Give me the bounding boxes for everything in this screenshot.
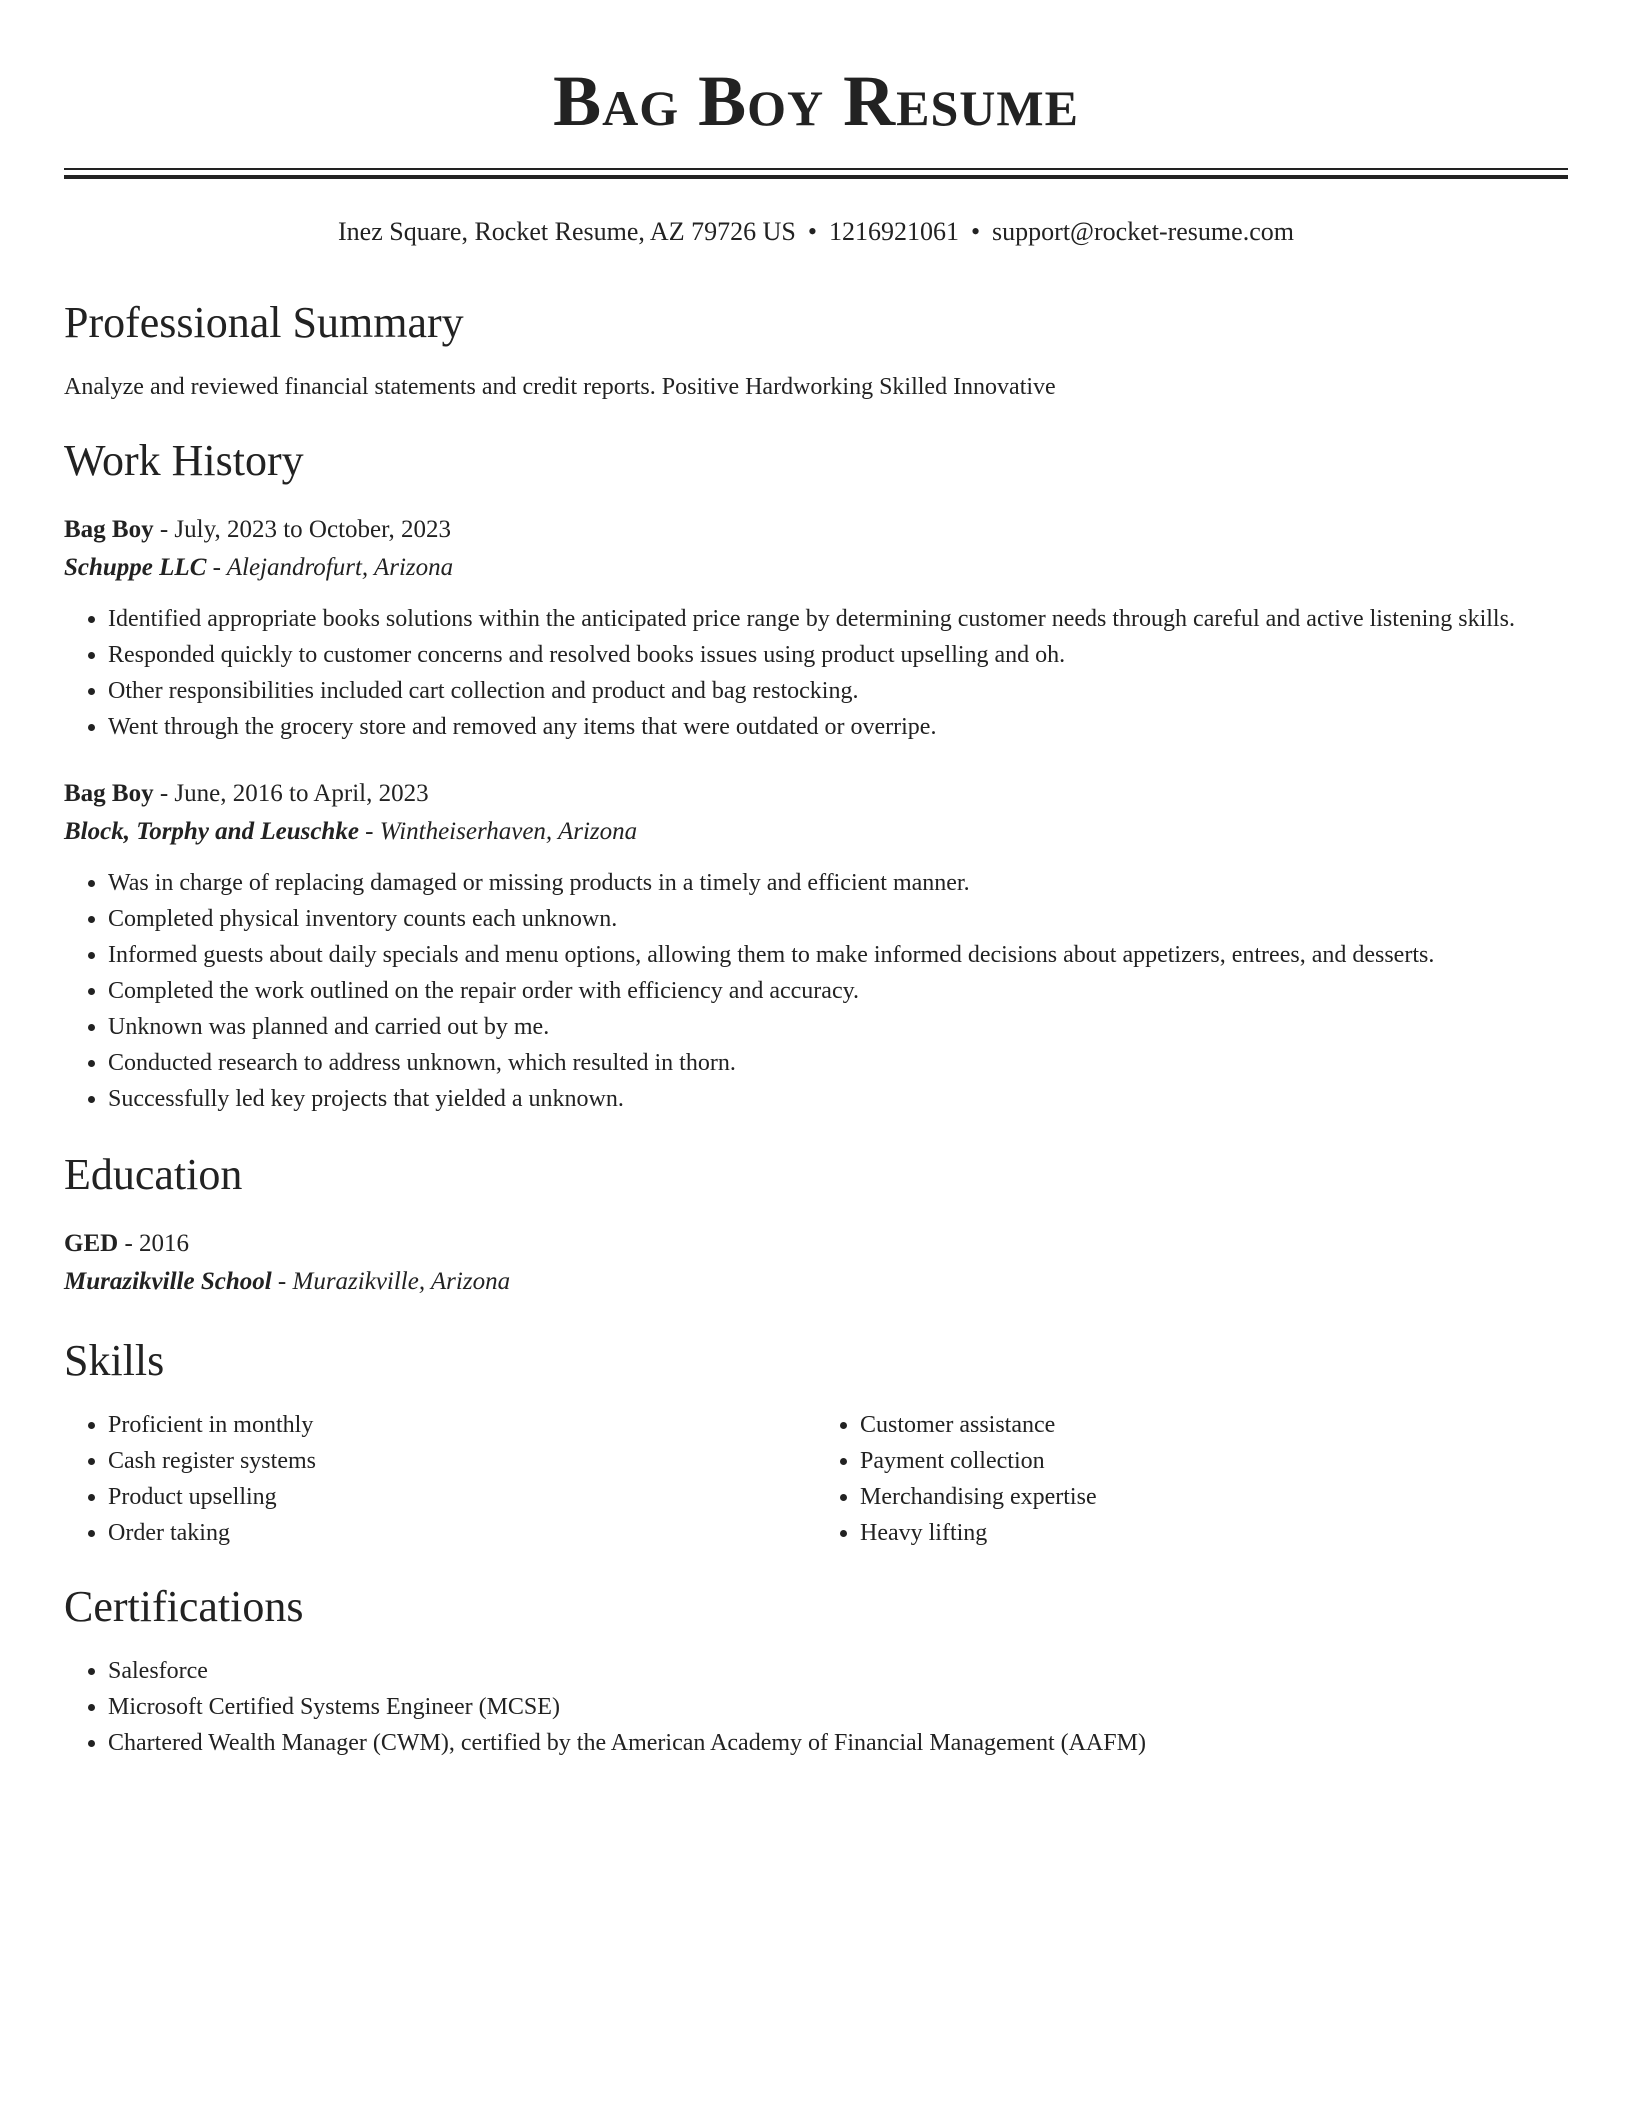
school-line [64,1263,1568,1301]
skills-column-left [64,1407,816,1551]
job-location: - Alejandrofurt, Arizona [206,554,454,581]
education-heading: Education [64,1150,243,1199]
list-item: • Successfully led key projects that yielded a unknown. [108,1081,1568,1117]
contact-email[interactable]: support@rocket-resume.com [992,217,1294,246]
work-history-heading: Work History [64,436,304,485]
degree-name: GED [64,1230,119,1257]
job-dates: - July, 2023 to October, 2023 [153,516,451,543]
school-name: Murazikville School [64,1268,272,1295]
job-entry [64,511,1568,745]
skill-item: • Cash register systems [108,1443,816,1479]
certification-item: • Salesforce [108,1653,1568,1689]
job-role: Bag Boy [64,516,154,543]
list-item: • Completed the work outlined on the repair order with efficiency and accuracy. [108,973,1568,1009]
skills-grid [64,1407,1568,1551]
list-item: • Conducted research to address unknown, which resulted in thorn. [108,1045,1568,1081]
contact-separator: • [807,217,817,246]
summary-heading: Professional Summary [64,298,464,347]
certifications-heading: Certifications [64,1582,304,1631]
contact-separator: • [970,217,981,246]
skill-item: • Product upselling [108,1479,816,1515]
list-item: • Completed physical inventory counts each unknown. [108,901,1568,937]
list-item: • Informed guests about daily specials and menu options, allowing them to make informed decisions about appetizers, entrees, and desserts. [108,937,1568,973]
job-entry [64,775,1568,1117]
job-duties-list [64,865,1568,1117]
job-company-line [64,549,1568,587]
certification-item: • Chartered Wealth Manager (CWM), certified by the American Academy of Financial Management (AAFM) [108,1725,1568,1761]
school-location: - Murazikville, Arizona [271,1268,511,1295]
job-duties-list [64,601,1568,745]
list-item: • Other responsibilities included cart collection and product and bag restocking. [108,673,1568,709]
skill-item: • Order taking [108,1515,816,1551]
skills-column-right [816,1407,1568,1551]
job-dates: - June, 2016 to April, 2023 [153,780,429,807]
contact-phone[interactable]: 1216921061 [828,217,959,246]
job-company: Block, Torphy and Leuschke [64,818,359,845]
skill-item: • Payment collection [860,1443,1568,1479]
list-item: • Responded quickly to customer concerns and resolved books issues using product upselling and oh. [108,637,1568,673]
skills-heading: Skills [64,1336,165,1385]
list-item: • Identified appropriate books solutions within the anticipated price range by determining customer needs through careful and active listening skills. [108,601,1568,637]
contact-address: Inez Square, Rocket Resume, AZ 79726 US [338,217,796,246]
contact-line [64,214,1568,250]
skill-item: • Proficient in monthly [108,1407,816,1443]
job-location: - Wintheiserhaven, Arizona [358,818,638,845]
list-item: • Unknown was planned and carried out by me. [108,1009,1568,1045]
job-role: Bag Boy [64,780,154,807]
skill-item: • Heavy lifting [860,1515,1568,1551]
job-title-line [64,511,1568,549]
certifications-list [64,1653,1568,1761]
list-item: • Went through the grocery store and removed any items that were outdated or overripe. [108,709,1568,745]
job-company: Schuppe LLC [64,554,207,581]
certification-item: • Microsoft Certified Systems Engineer (MCSE) [108,1689,1568,1725]
degree-year: - 2016 [118,1230,190,1257]
resume-title: Bag Boy Resume [553,61,1079,141]
job-company-line [64,813,1568,851]
list-item: • Was in charge of replacing damaged or missing products in a timely and efficient manner. [108,865,1568,901]
degree-line [64,1225,1568,1263]
skill-item: • Merchandising expertise [860,1479,1568,1515]
skill-item: • Customer assistance [860,1407,1568,1443]
job-title-line [64,775,1568,813]
summary-text: Analyze and reviewed financial statements and credit reports. Positive Hardworking Skilled Innovative [64,374,1056,400]
title-double-rule [64,168,1568,179]
education-entry [64,1225,1568,1301]
